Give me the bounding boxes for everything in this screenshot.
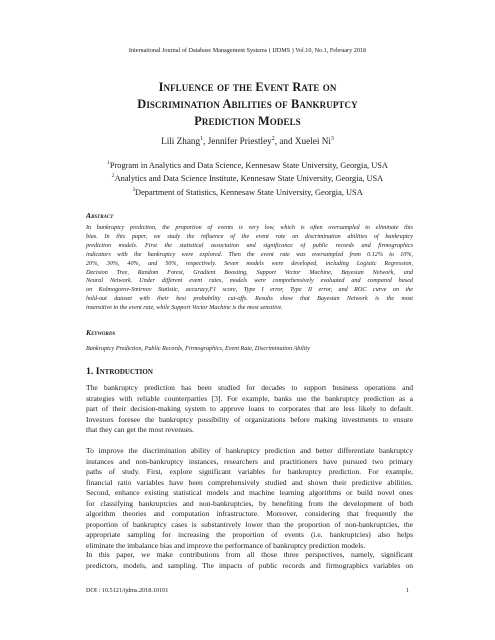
abstract-line: indicators with the bankruptcy were explored. Then the event rate was oversampled from 0.12% to 10%, [86, 251, 413, 258]
affiliation [0, 158, 495, 171]
abstract-line: 20%, 30%, 40%, and 50%, respectively. Seven models were developed, including Logistic Regression, [86, 260, 413, 267]
title-line: Discrimination Abilities of Bankruptcy [137, 97, 358, 111]
author-affil-marker: 1 [200, 136, 204, 142]
keywords-heading: Keywords [86, 328, 116, 337]
affil-marker: 1 [107, 160, 110, 166]
body-line: algorithm theories and computation infrastructure. Moreover, considering that frequently the [86, 509, 413, 518]
body-paragraph [86, 550, 413, 571]
body-paragraph [86, 383, 413, 436]
title-line: Prediction Models [194, 114, 301, 128]
body-line: The bankruptcy prediction has been studied for decades to support business operations and [86, 383, 413, 392]
affiliation [0, 185, 495, 198]
abstract-line: on Kolmogorov-Smirnov Statistic, accuracy,F1 score, Type I error, Type II error, and ROC curve on the [86, 287, 413, 294]
body-line: for classifying bankruptcies and non-bankruptcies, by benefiting from the development of both [86, 498, 413, 508]
author-affil-marker: 3 [330, 136, 334, 142]
affiliation-text: Analytics and Data Science Institute, Kennesaw State University, Georgia, USA [114, 174, 384, 184]
body-line: financial ratio variables have been comprehensively studied and shown their predictive abilities. [86, 477, 413, 487]
body-line: To improve the discrimination ability of bankruptcy prediction and better differentiate bankruptcy [86, 446, 413, 455]
abstract-line: insensitive to the event rate, while Support Vector Machine is the most sensitive. [86, 305, 283, 312]
page-number: 1 [406, 587, 410, 594]
affiliation-text: Program in Analytics and Data Science, Kennesaw State University, Georgia, USA [109, 160, 388, 170]
running-head: International Journal of Database Management Systems ( IJDMS ) Vol.10, No.1, February 2018 [128, 47, 367, 54]
body-line: predictors, models, and sampling. The impacts of public records and firmographics variables on [86, 560, 413, 570]
body-line: that they can get the most revenues. [86, 425, 194, 434]
author-separator: , and [274, 136, 295, 147]
body-line: Investors foresee the bankruptcy possibility of organizations before making investments to ensure [86, 414, 413, 424]
author-affil-marker: 2 [271, 136, 275, 142]
abstract-line: Neural Network. Under different event rates, models were comprehensively evaluated and compared based [86, 278, 413, 285]
paper-title [40, 79, 455, 130]
abstract-line: bias. In this paper, we study the influence of the event rate on discrimination abilities of bankruptcy [86, 233, 413, 240]
affiliations [0, 158, 495, 198]
abstract-heading: Abstract [86, 211, 114, 220]
body-line: Second, enhance existing statistical models and machine learning algorithms or build novel ones [86, 488, 413, 497]
body-line: eliminate the imbalance bias and improve the performance of bankruptcy prediction models. [86, 540, 366, 550]
keywords-text: Bankruptcy Prediction, Public Records, Firmographics, Event Rate, Discrimination Ability [86, 346, 310, 352]
title-line: Influence of the Event Rate on [158, 80, 337, 94]
body-line: part of their decision-making system to approve loans to corporates that are less likely to default. [86, 404, 413, 413]
body-paragraph [86, 446, 413, 551]
affil-marker: 2 [111, 173, 115, 180]
body-line: In this paper, we make contributions from all those three perspectives, namely, significant [86, 550, 413, 559]
body-line: paths of study. First, explore significant variables for bankruptcy prediction. For example, [86, 467, 413, 476]
affil-marker: 3 [132, 186, 136, 193]
doi-footer: DOI : 10.5121/ijdms.2018.10101 [86, 587, 169, 594]
body-line: proportion of bankruptcy cases is substantively lower than the proportion of non-bankruptcies, the [86, 519, 413, 529]
abstract-line: Decision Tree, Random Forest, Gradient Boosting, Support Vector Machine, Bayesian Network, and [86, 269, 413, 276]
body-line: appropriate sampling for increasing the proportion of events (i.e. bankruptcies) also helps [86, 530, 413, 539]
author-name: Jennifer Priestley [207, 136, 272, 147]
body-line: instances and non-bankruptcy instances, researchers and practitioners have pursued two primary [86, 456, 413, 466]
body-line: strategies with reliable counterparties [3]. For example, banks use the bankruptcy prediction as a [86, 393, 413, 403]
author-list [0, 136, 495, 146]
abstract-line: In bankruptcy prediction, the proportion of events is very low, which is often oversampled to eliminate this [86, 225, 413, 231]
author-name: Lili Zhang [161, 136, 201, 147]
author-name: Xuelei Ni [294, 136, 331, 147]
abstract-line: hold-out dataset with their best probability cut-offs. Results show that Bayesian Network is the most [86, 296, 413, 303]
abstract-line: prediction models. First the statistical association and significance of public records and firmographics [86, 242, 413, 249]
introduction-heading: 1. Introduction [86, 366, 153, 377]
abstract-text [86, 224, 413, 313]
author-separator: , [203, 136, 208, 147]
affiliation [0, 171, 495, 184]
affiliation-text: Department of Statistics, Kennesaw State University, Georgia, USA [135, 187, 363, 197]
